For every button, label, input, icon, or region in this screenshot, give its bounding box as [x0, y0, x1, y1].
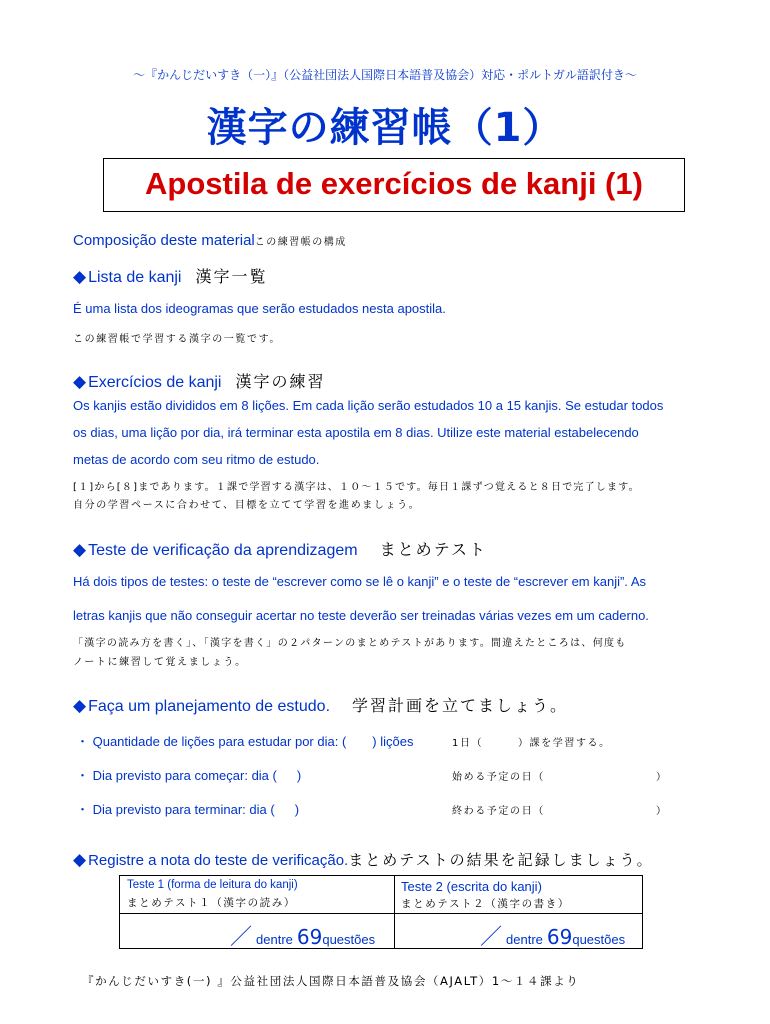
score-table — [119, 875, 643, 949]
diamond-bullet-icon: ◆ — [73, 850, 87, 869]
exercises-desc-pt-1: Os kanjis estão divididos em 8 lições. Em cada lição serão estudados 10 a 15 kanjis. Se estudar todos — [73, 398, 664, 413]
plan-heading — [73, 693, 568, 716]
diamond-bullet-icon: ◆ — [73, 696, 87, 715]
test-desc-pt-2: letras kanjis que não conseguir acertar no teste deverão ser treinadas várias vezes em um caderno. — [73, 608, 649, 623]
page-subtitle: ～『かんじだいすき（一）』（公益社団法人国際日本語普及協会）対応・ポルトガル語訳付き～ — [133, 68, 637, 82]
composition-heading — [73, 232, 347, 249]
questoes-label: questões — [572, 932, 626, 947]
test2-score[interactable] — [480, 920, 625, 951]
diamond-bullet-icon: ◆ — [73, 267, 87, 286]
footer-source: 『かんじだいすき(一) 』公益社団法人国際日本語普及協会（AJALT）1～１４課より — [82, 974, 580, 988]
test-heading-pt: Teste de verificação da aprendizagem — [88, 542, 358, 559]
page-title: 漢字の練習帳（1） — [206, 105, 564, 151]
test2-header-pt: Teste 2 (escrita do kanji) — [401, 879, 542, 894]
diamond-bullet-icon: ◆ — [73, 372, 87, 391]
test-heading-jp: まとめテスト — [379, 540, 487, 559]
test-heading — [73, 537, 487, 560]
plan-lessons-per-day-jp: 1日（ ）課を学習する。 — [452, 738, 611, 749]
plan-end-day-jp-close: ） — [656, 806, 668, 817]
plan-start-day-jp-close: ） — [656, 772, 668, 783]
plan-lessons-per-day — [76, 731, 413, 750]
table-divider — [120, 913, 642, 914]
kanji-list-heading-pt: Lista de kanji — [88, 269, 182, 286]
test2-header-jp: まとめテスト２（漢字の書き） — [401, 898, 570, 910]
kanji-list-desc-jp: この練習帳で学習する漢字の一覧です。 — [73, 334, 281, 345]
exercises-desc-pt-3: metas de acordo com seu ritmo de estudo. — [73, 452, 320, 467]
plan-end-label: ・ Dia previsto para terminar: dia ( — [76, 802, 275, 817]
plan-start-close: ) — [296, 768, 302, 783]
test1-score[interactable] — [230, 920, 375, 951]
kanji-list-heading-jp: 漢字一覧 — [195, 267, 268, 286]
register-heading-jp: まとめテストの結果を記録しましょう。 — [348, 851, 654, 869]
plan-start-day — [76, 765, 301, 784]
test-desc-jp-2: ノートに練習して覚えましょう。 — [73, 657, 247, 668]
exercises-heading — [73, 369, 325, 392]
composition-heading-pt: Composição deste material — [73, 232, 255, 249]
plan-heading-jp: 学習計画を立てましょう。 — [352, 696, 569, 715]
test-desc-pt-1: Há dois tipos de testes: o teste de “escrever como se lê o kanji” e o teste de “escrever em kanji”. As — [73, 574, 646, 589]
kanji-list-desc-pt: É uma lista dos ideogramas que serão estudados nesta apostila. — [73, 301, 446, 316]
questoes-label: questões — [322, 932, 376, 947]
exercises-desc-jp-2: 自分の学習ペースに合わせて、目標を立てて学習を進めましょう。 — [73, 500, 421, 511]
exercises-desc-jp-1: [１]から[８]まであります。１課で学習する漢字は、１０～１５です。毎日１課ずつ覚えると８日で完了します。 — [73, 482, 640, 493]
plan-heading-pt: Faça um planejamento de estudo. — [88, 698, 331, 715]
question-count: 69 — [546, 925, 573, 949]
question-count: 69 — [296, 925, 323, 949]
plan-end-day — [76, 799, 299, 818]
slash-mark: ／ — [480, 924, 503, 949]
portuguese-title: Apostila de exercícios de kanji (1) — [145, 166, 643, 201]
plan-lessons-unit: ) lições — [372, 734, 414, 749]
exercises-heading-jp: 漢字の練習 — [235, 372, 326, 391]
dentre-label: dentre — [256, 932, 293, 947]
test-desc-jp-1: 「漢字の読み方を書く」、「漢字を書く」の２パターンのまとめテストがあります。間違えたところは、何度も — [73, 638, 627, 649]
dentre-label: dentre — [506, 932, 543, 947]
test1-header-pt: Teste 1 (forma de leitura do kanji) — [127, 879, 298, 891]
exercises-desc-pt-2: os dias, uma lição por dia, irá terminar esta apostila em 8 dias. Utilize este material estabelecendo — [73, 425, 639, 440]
table-divider — [394, 876, 395, 948]
slash-mark: ／ — [230, 924, 253, 949]
test1-header-jp: まとめテスト１（漢字の読み） — [127, 897, 296, 909]
plan-start-day-jp: 始める予定の日（ — [452, 772, 545, 783]
exercises-heading-pt: Exercícios de kanji — [88, 374, 222, 391]
register-heading — [73, 849, 654, 870]
plan-lessons-label: ・ Quantidade de lições para estudar por dia: ( — [76, 734, 347, 749]
register-heading-pt: Registre a nota do teste de verificação. — [88, 852, 349, 869]
plan-start-label: ・ Dia previsto para começar: dia ( — [76, 768, 277, 783]
plan-end-day-jp: 終わる予定の日（ — [452, 806, 545, 817]
plan-end-close: ) — [294, 802, 300, 817]
composition-heading-jp: この練習帳の構成 — [254, 237, 347, 248]
diamond-bullet-icon: ◆ — [73, 540, 87, 559]
kanji-list-heading — [73, 264, 267, 287]
